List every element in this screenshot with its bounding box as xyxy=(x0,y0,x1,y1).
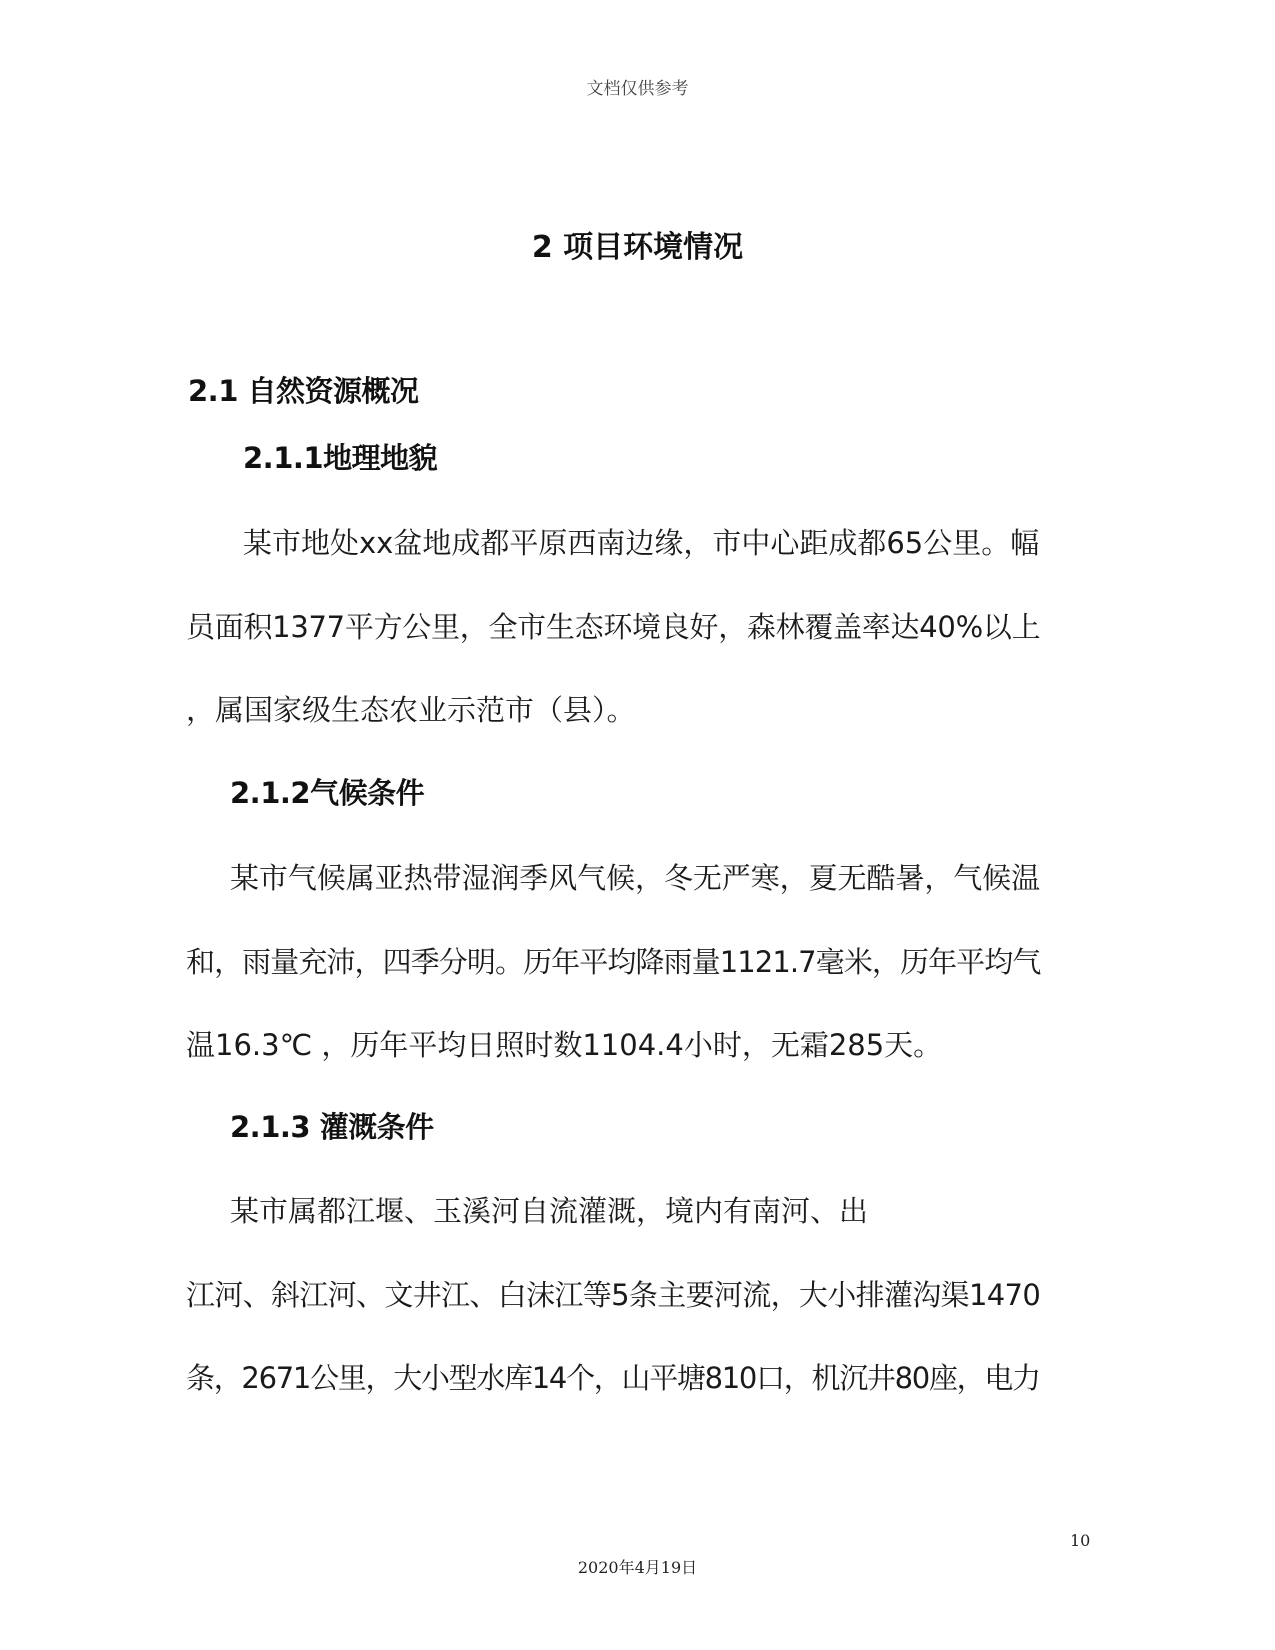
header-note: 文档仅供参考 xyxy=(586,79,689,99)
subsection-title-geography: 2.1.1地理地貌 xyxy=(243,441,438,475)
paragraph-line: 江河、斜江河、文井江、白沫江等5条主要河流，大小排灌沟渠1470 xyxy=(186,1278,1041,1312)
subsection-title-irrigation: 2.1.3 灌溉条件 xyxy=(230,1110,434,1144)
paragraph-line: ，属国家级生态农业示范市（县）。 xyxy=(186,693,636,727)
chapter-title: 2 项目环境情况 xyxy=(531,230,744,265)
paragraph-line: 某市气候属亚热带湿润季风气候，冬无严寒，夏无酷暑，气候温 xyxy=(230,861,1041,895)
paragraph-line: 和，雨量充沛，四季分明。历年平均降雨量1121.7毫米，历年平均气 xyxy=(186,945,1041,979)
paragraph-line: 温16.3℃ ，历年平均日照时数1104.4小时，无霜285天。 xyxy=(186,1028,943,1062)
paragraph-line: 员面积1377平方公里，全市生态环境良好，森林覆盖率达40%以上 xyxy=(186,610,1041,644)
paragraph-line: 某市属都江堰、玉溪河自流灌溉，境内有南河、出 xyxy=(230,1194,869,1228)
section-title: 2.1 自然资源概况 xyxy=(188,374,419,408)
paragraph-line: 某市地处xx盆地成都平原西南边缘，市中心距成都65公里。幅 xyxy=(243,526,1040,560)
subsection-title-climate: 2.1.2气候条件 xyxy=(230,776,425,810)
page-number: 10 xyxy=(1070,1531,1091,1550)
footer-date: 2020年4月19日 xyxy=(577,1558,698,1577)
paragraph-line: 条，2671公里，大小型水库14个，山平塘810口，机沉井80座，电力 xyxy=(186,1361,1040,1395)
